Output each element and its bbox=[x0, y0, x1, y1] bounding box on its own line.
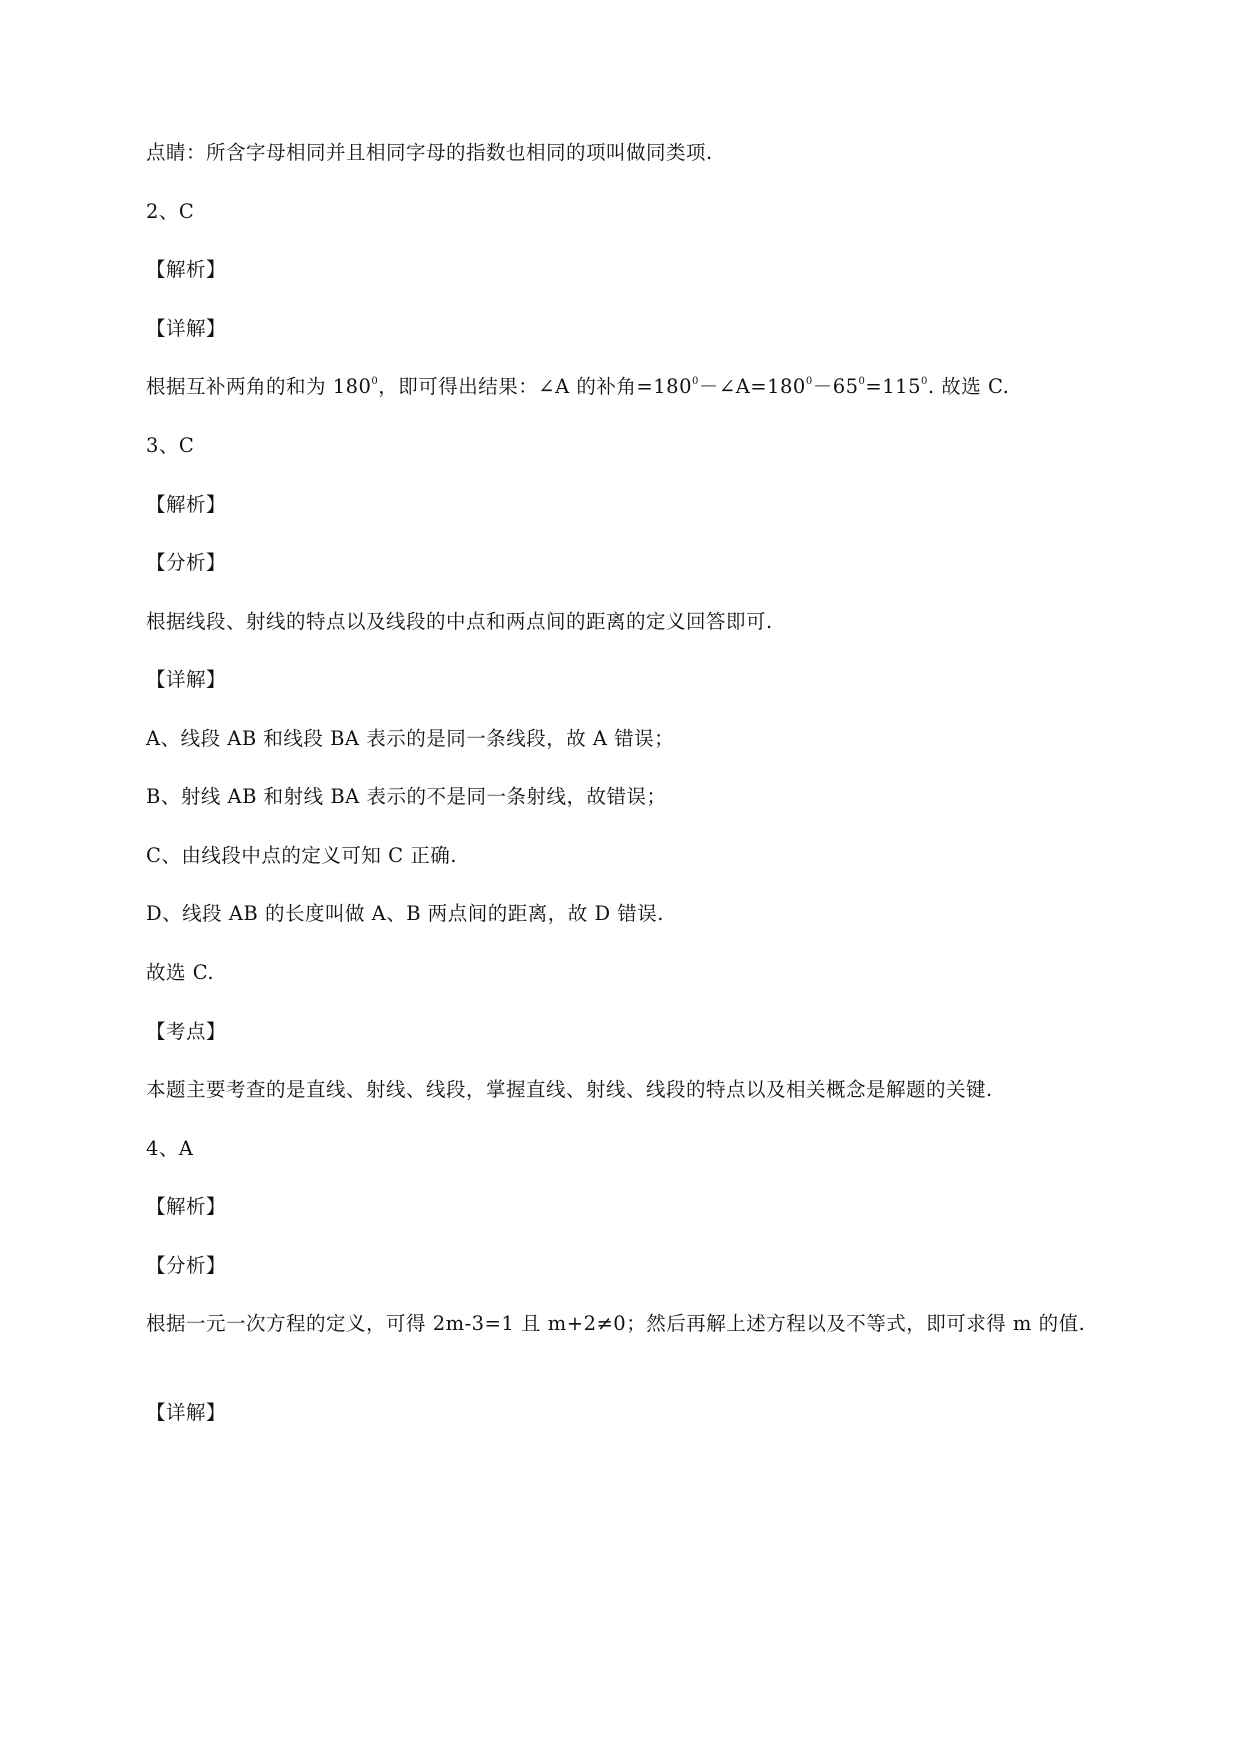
heading-explain-3: 【分析】 bbox=[146, 551, 227, 574]
heading-detail-3: 【详解】 bbox=[146, 668, 227, 691]
heading-explain-4: 【分析】 bbox=[146, 1254, 227, 1277]
option-a-text: A、线段 AB 和线段 BA 表示的是同一条线段，故 A 错误； bbox=[146, 727, 675, 750]
explain-text-3: 根据线段、射线的特点以及线段的中点和两点间的距离的定义回答即可. bbox=[146, 610, 773, 633]
heading-analysis-3: 【解析】 bbox=[146, 493, 227, 516]
option-d-text: D、线段 AB 的长度叫做 A、B 两点间的距离，故 D 错误. bbox=[146, 902, 664, 925]
test-point-text: 本题主要考查的是直线、射线、线段，掌握直线、射线、线段的特点以及相关概念是解题的关键. bbox=[146, 1078, 993, 1101]
option-b-text: B、射线 AB 和射线 BA 表示的不是同一条射线，故错误； bbox=[146, 785, 667, 808]
option-c-text: C、由线段中点的定义可知 C 正确. bbox=[146, 844, 457, 867]
choose-c-text: 故选 C. bbox=[146, 961, 215, 984]
heading-analysis-2: 【解析】 bbox=[146, 258, 227, 281]
heading-detail-4: 【详解】 bbox=[146, 1401, 227, 1424]
heading-analysis-4: 【解析】 bbox=[146, 1195, 227, 1218]
heading-test-point: 【考点】 bbox=[146, 1020, 227, 1043]
answer-2: 2、C bbox=[146, 200, 195, 223]
answer-4: 4、A bbox=[146, 1137, 194, 1160]
detail-text-2: 根据互补两角的和为 $180^0$，即可得出结果：∠A 的补角$=180^0-\angle A=180^0-65^0=115^0$. 故选 C. bbox=[146, 375, 1010, 398]
heading-detail-2: 【详解】 bbox=[146, 317, 227, 340]
note-same-kind-terms: 点睛：所含字母相同并且相同字母的指数也相同的项叫做同类项. bbox=[146, 141, 713, 164]
answer-3: 3、C bbox=[146, 434, 195, 457]
explain-text-4: 根据一元一次方程的定义，可得 2m-3=1 且 m+2≠0；然后再解上述方程以及不等式，即可求得 m 的值. bbox=[146, 1312, 1086, 1335]
